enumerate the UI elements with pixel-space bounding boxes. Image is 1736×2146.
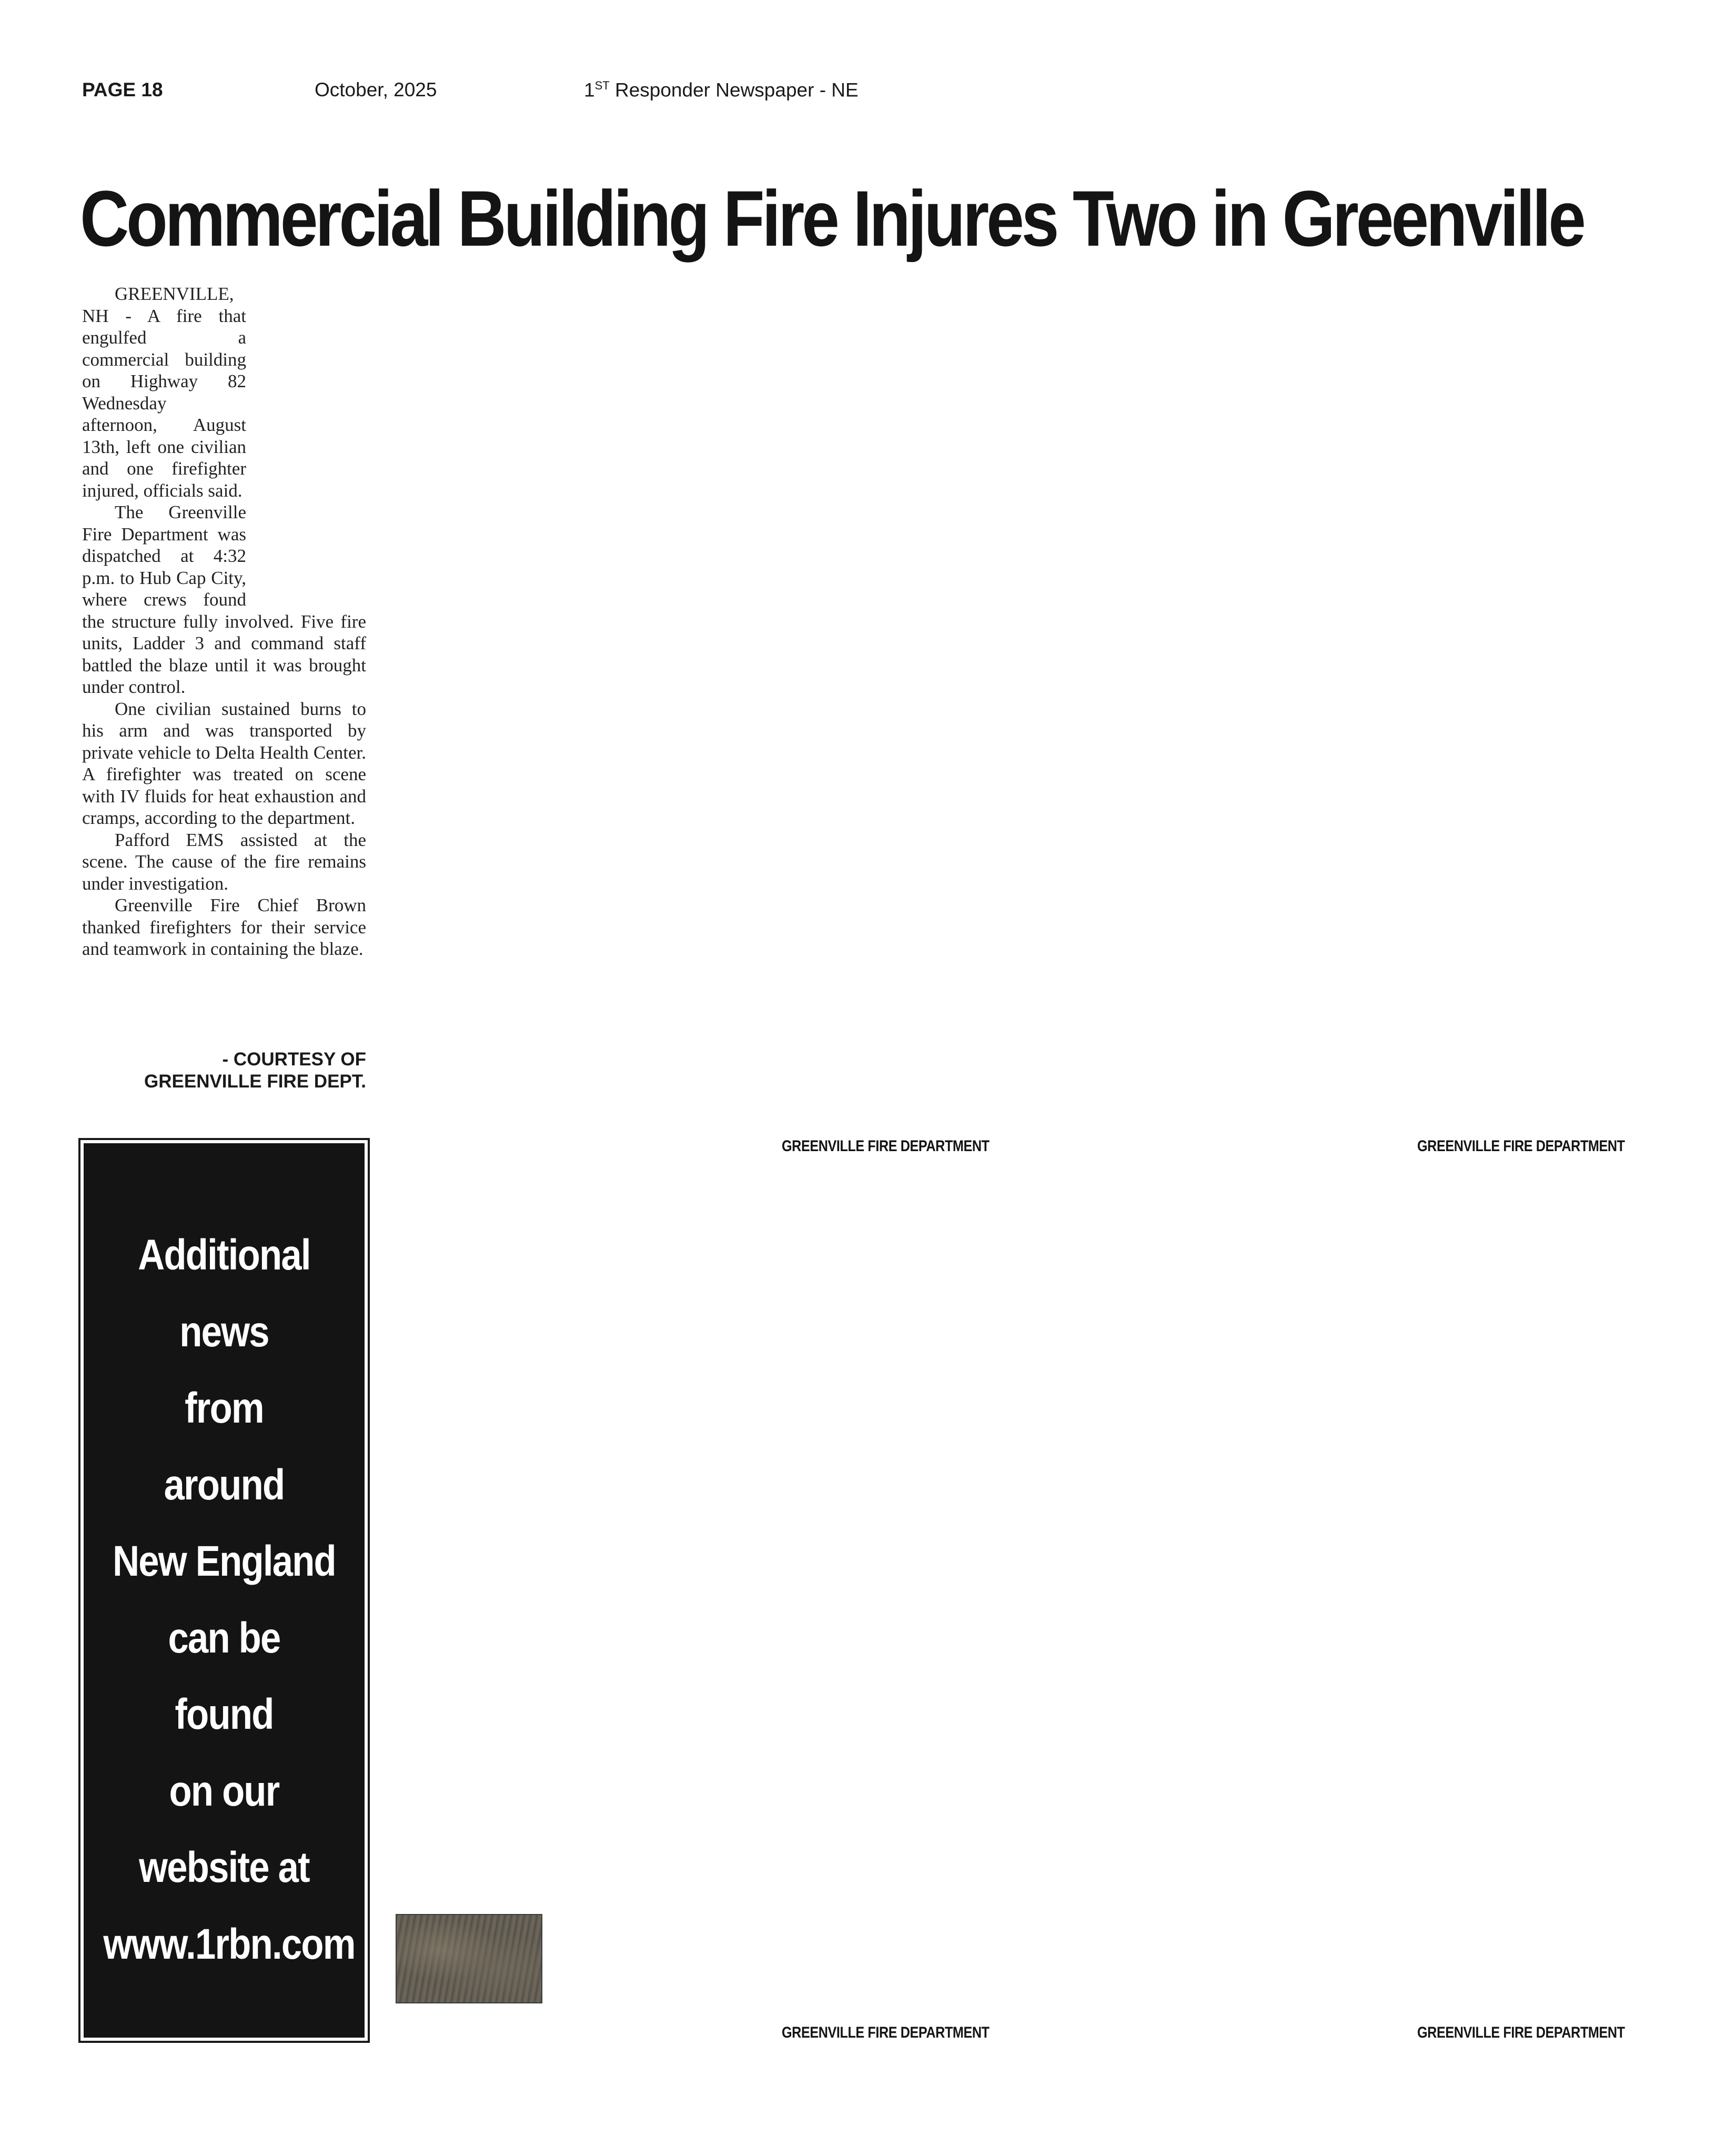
newspaper-name-text: Responder Newspaper - NE xyxy=(609,79,859,101)
photo-credit: GREENVILLE FIRE DEPARTMENT xyxy=(782,2024,990,2041)
website-ad-panel xyxy=(84,1143,365,2038)
photo-credit: GREENVILLE FIRE DEPARTMENT xyxy=(1417,2024,1625,2041)
ad-line: New England xyxy=(113,1537,336,1585)
newspaper-ordinal: ST xyxy=(594,79,610,92)
ad-line: news xyxy=(179,1307,269,1356)
article-paragraph: GREENVILLE, NH - A fire that engulfed a commercial building on Highway 82 Wednesday afternoon, August 13th, left one civilian and one firefighter injured, officials said. xyxy=(82,284,246,501)
article-headline: Commercial Building Fire Injures Two in Greenville xyxy=(80,174,1583,263)
credit-line: GREENVILLE FIRE DEPT. xyxy=(144,1071,366,1092)
article-paragraph: Greenville Fire Chief Brown thanked firefighters for their service and teamwork in containing the blaze. xyxy=(82,895,366,959)
website-url: www.1rbn.com xyxy=(103,1920,355,1968)
ad-line: can be xyxy=(168,1614,280,1662)
ad-line: found xyxy=(175,1690,274,1738)
article-paragraph: One civilian sustained burns to his arm and was transported by private vehicle to Delta Health Center. A firefighter was treated on scene with IV fluids for heat exhaustion and cramps, according to the department. xyxy=(82,698,366,828)
article-paragraph: The Greenville Fire Department was dispatched at 4:32 p.m. to Hub Cap City, where crews found the structure fully involved. Five fire units, Ladder 3 and command staff battled the blaze until it was brought under control. xyxy=(82,502,366,697)
page-number: PAGE 18 xyxy=(82,79,163,100)
article-body xyxy=(82,283,366,960)
ad-line: around xyxy=(164,1460,285,1509)
photo-credit: GREENVILLE FIRE DEPARTMENT xyxy=(1417,1137,1625,1155)
ad-line: Additional xyxy=(138,1231,310,1279)
credit-line: - COURTESY OF xyxy=(222,1049,366,1070)
ad-line: from xyxy=(185,1384,264,1432)
photo-credit: GREENVILLE FIRE DEPARTMENT xyxy=(782,1137,990,1155)
ad-line: on our xyxy=(169,1767,279,1815)
issue-date: October, 2025 xyxy=(315,79,437,100)
text-wrap-spacer xyxy=(246,283,366,609)
page-header xyxy=(82,79,1655,110)
ad-line: website at xyxy=(139,1843,309,1891)
website-ad-box xyxy=(78,1138,370,2043)
article-paragraph: Pafford EMS assisted at the scene. The cause of the fire remains under investigation. xyxy=(82,829,366,894)
newspaper-name xyxy=(584,79,859,101)
fire-photo-thumbnail xyxy=(396,1914,542,2003)
article-credit xyxy=(82,1049,366,1093)
newspaper-number: 1 xyxy=(584,79,595,101)
